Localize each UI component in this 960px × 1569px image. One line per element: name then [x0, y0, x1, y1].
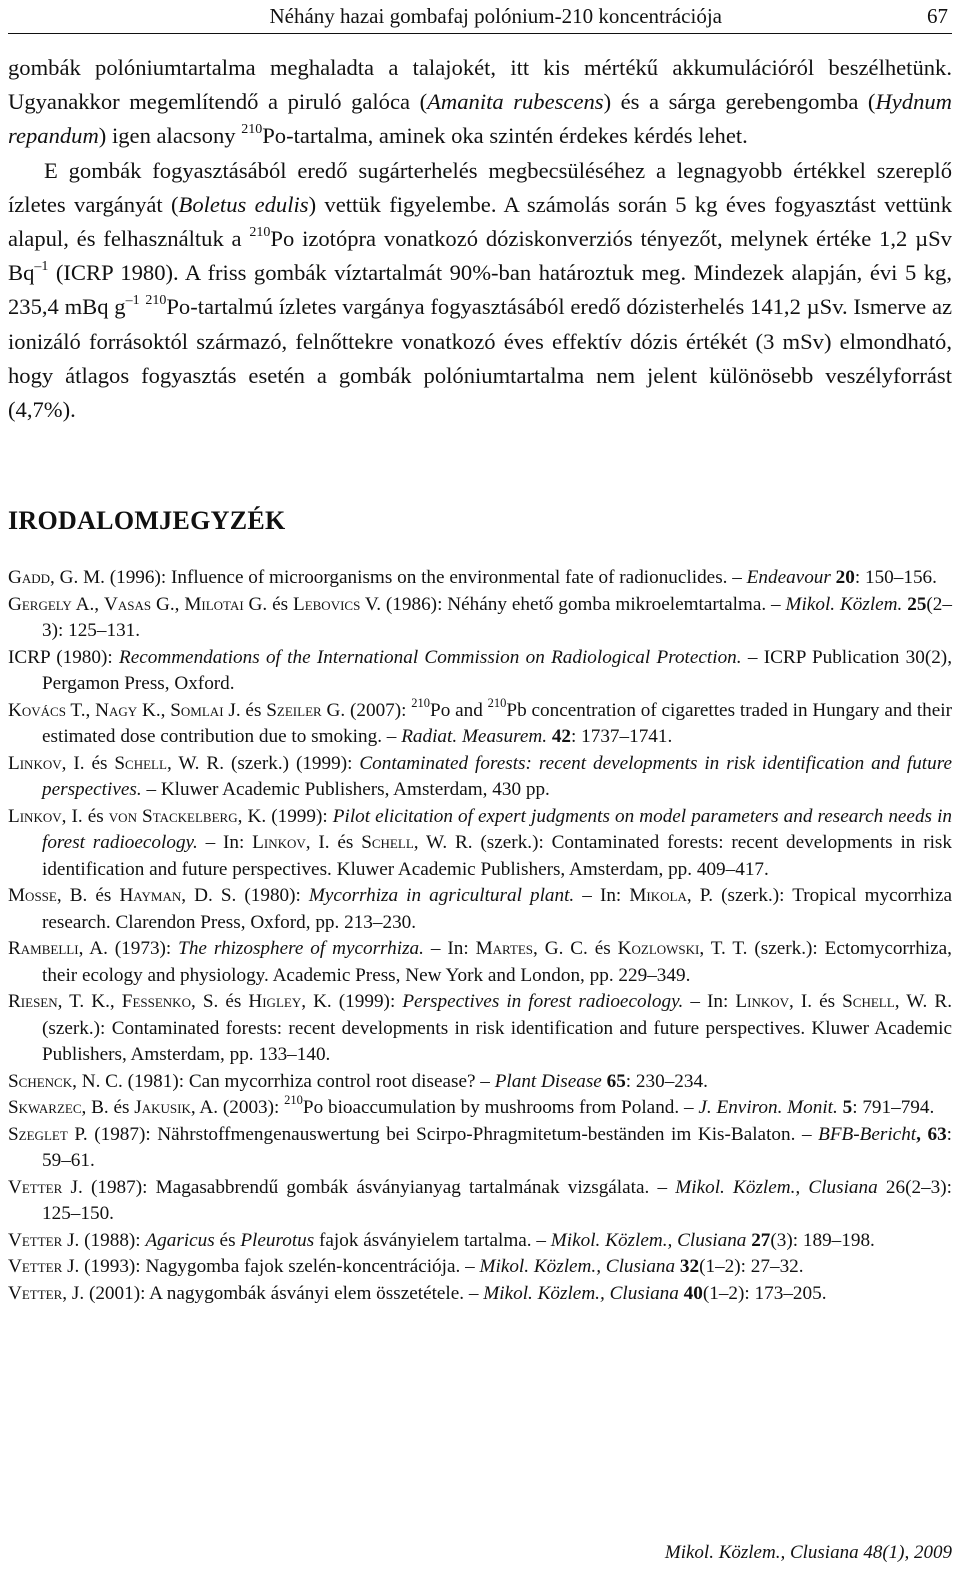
author: Hayman: [119, 885, 182, 906]
author: Jakusik: [134, 1097, 191, 1118]
taxon-name: Hydnum repandum: [8, 89, 952, 149]
author: , S. és: [190, 991, 249, 1012]
author: Kozlowski: [617, 938, 700, 959]
title: Perspectives in forest radioecology.: [402, 991, 684, 1012]
reference-item: [8, 565, 952, 592]
volume: 25: [902, 593, 927, 615]
reference-item: [8, 883, 952, 936]
volume: 5: [837, 1097, 853, 1118]
reference-item: [8, 1281, 952, 1308]
reference-item: [8, 751, 952, 804]
journal: Endeavour: [746, 567, 831, 588]
author: , B. és: [81, 1097, 135, 1118]
reference-item: [8, 695, 953, 751]
reference-item: [8, 1069, 952, 1096]
text: Po and: [430, 699, 488, 721]
author: Rambelli: [8, 938, 79, 959]
volume: 42: [547, 726, 572, 747]
reference-item: [8, 1095, 952, 1122]
reference-item: [8, 592, 952, 645]
text: ) vettük figyelembe. A számolás során 5 kg éves fogyasztást vettünk alapul, és felhasználtuk a: [8, 191, 952, 252]
text: (1996): Influence of microorganisms on the environmental fate of radionuclides. –: [104, 567, 747, 588]
isotope-superscript: 210: [487, 695, 507, 710]
text: Po izotópra vonatkozó dóziskonverziós tényezőt, melynek értéke 1,2 µSv Bq: [8, 226, 952, 286]
isotope-superscript: 210: [145, 293, 167, 309]
author: Linkov: [252, 832, 306, 853]
text: ) igen alacsony: [98, 123, 242, 149]
author: Higley: [248, 991, 302, 1012]
taxon-name: Boletus edulis: [178, 191, 309, 217]
text: gombák polóniumtartalma meghaladta a talajokét, itt kis mértékű akkumulációról beszélhetünk. Ugyanakkor megemlítendő a piruló galóca (: [8, 55, 952, 115]
pages: (3): 189–198.: [770, 1229, 875, 1251]
author: Schell: [361, 832, 414, 853]
journal: Radiat. Measurem.: [401, 726, 548, 747]
author: Vetter: [8, 1282, 63, 1304]
text: – ICRP Publication 30(2), Pergamon Press, Oxford.: [42, 646, 952, 694]
title: Recommendations of the International Commission on Radiological Protection.: [119, 646, 742, 668]
text: E gombák fogyasztásából eredő sugárterhelés megbecsüléséhez a legnagyobb értékkel szereplő ízletes vargányát (: [8, 157, 952, 217]
text: (1987): Magasabbrendű gombák ásványianyag tartalmának vizsgálata. –: [82, 1176, 676, 1198]
author: , A.: [78, 938, 108, 959]
text: Pb concentration of cigarettes traded in Hungary and their estimated dose contribution due to smoking. –: [42, 699, 953, 747]
reference-item: [8, 1228, 952, 1255]
reference-item: [8, 1122, 952, 1175]
author: , J.: [62, 1282, 85, 1304]
author: Lebovics: [292, 593, 361, 615]
reference-item: [8, 1175, 952, 1228]
text: Po-tartalma, aminek oka szintén érdekes kérdés lehet.: [262, 123, 748, 149]
author: , K.: [237, 805, 267, 827]
text: (1973):: [107, 938, 179, 959]
author: , G. M.: [50, 567, 105, 588]
text: – Kluwer Academic Publishers, Amsterdam, 430 pp.: [141, 779, 550, 800]
author: Gadd: [8, 567, 51, 588]
journal: Mikol. Közlem.: [785, 593, 903, 615]
volume: 32: [675, 1256, 700, 1277]
pages: : 791–794.: [852, 1097, 935, 1118]
author: Milotai: [184, 593, 244, 615]
pages: : 150–156.: [854, 567, 937, 588]
author: , W. R. (szerk.): [166, 752, 290, 774]
reference-item: [8, 989, 952, 1069]
taxon-name: Amanita rubescens: [427, 89, 604, 115]
author: , G. C. és: [533, 938, 618, 959]
text: (1993): Nagygomba fajok szelén-koncentrációja. –: [79, 1256, 480, 1277]
author: Vasas: [104, 593, 152, 615]
text: (2003):: [218, 1097, 285, 1118]
taxon-name: Pleurotus: [240, 1229, 315, 1251]
reference-item: [8, 804, 952, 884]
author: Fessenko: [121, 991, 191, 1012]
author: Vetter: [8, 1256, 63, 1277]
text: Po-tartalmú ízletes vargánya fogyasztásából eredő dózisterhelés 141,2 µSv. Ismerve az ionizáló forrásoktól származó, felnőttekre vonatkozó éves effektív dózis értékét (3 mSv) elmondható, hogy átlagos fogyasztás esetén a gombák polóniumtartalma nem jelent különösebb veszélyforrást (4,7%).: [8, 294, 953, 423]
text: ) és a sárga gerebengomba (: [603, 89, 876, 115]
author: G.,: [151, 593, 185, 615]
text: (1987): Nährstoffmengenauswertung bei Scirpo-Phragmitetum-beständen im Kis-Balaton. –: [87, 1123, 819, 1145]
author: Schell: [114, 752, 167, 774]
text: (2007):: [345, 699, 412, 721]
author: , I. és: [305, 832, 362, 853]
author: Linkov: [8, 752, 62, 774]
journal: Mikol. Közlem., Clusiana: [550, 1229, 747, 1251]
author: K.,: [137, 699, 171, 721]
pages: : 230–234.: [625, 1070, 708, 1092]
text: (1988):: [79, 1229, 146, 1251]
isotope-superscript: 210: [284, 1093, 303, 1107]
text: és: [214, 1229, 241, 1251]
author: Kovács: [8, 699, 66, 721]
author: Mosse: [8, 885, 57, 906]
author: Riesen: [8, 991, 58, 1012]
author: Vetter: [8, 1176, 63, 1198]
journal: J. Environ. Monit.: [698, 1097, 838, 1118]
author: J.: [62, 1176, 83, 1198]
author: Szeglet: [8, 1123, 68, 1145]
running-header: [8, 2, 952, 30]
pages: (1–2): 173–205.: [702, 1282, 827, 1304]
journal-footer: Mikol. Közlem., Clusiana 48(1), 2009: [664, 1542, 952, 1563]
volume: 27: [746, 1229, 771, 1251]
author: , D. S.: [181, 885, 237, 906]
volume: , 63: [916, 1123, 947, 1145]
author: , B. és: [56, 885, 120, 906]
author: Linkov: [8, 805, 62, 827]
author: von Stackelberg: [108, 805, 238, 827]
text: (1999):: [266, 805, 333, 827]
author: Linkov: [735, 991, 790, 1012]
title: Contaminated forests: recent developments in risk identification and future perspectives.: [42, 752, 953, 800]
isotope-superscript: 210: [241, 122, 263, 138]
title: Pilot elicitation of expert judgments on model parameters and research needs in forest radioecology.: [42, 805, 952, 853]
exponent-superscript: –1: [125, 293, 140, 309]
author: , N. C.: [72, 1070, 123, 1092]
paragraph-1: [8, 51, 952, 154]
paragraph-2: [8, 154, 952, 428]
references-heading: IRODALOMJEGYZÉK: [8, 506, 286, 535]
author: A.,: [71, 593, 104, 615]
author: T.,: [65, 699, 96, 721]
text: (ICRP 1980). A friss gombák víztartalmát 90%-ban határoztuk meg. Mindezek alapján, évi 5 kg, 235,4 mBq g: [8, 260, 952, 320]
text: (2001): A nagygombák ásványi elem összetétele. –: [84, 1282, 484, 1304]
journal: Plant Disease: [494, 1070, 602, 1092]
title: Mycorrhiza in agricultural plant.: [308, 885, 575, 906]
running-title: Néhány hazai gombafaj polónium-210 koncentrációja: [269, 4, 722, 28]
body-text: [8, 51, 952, 427]
volume: 65: [601, 1070, 626, 1092]
author: Skwarzec: [8, 1097, 82, 1118]
author: , A.: [190, 1097, 219, 1118]
author: Vetter: [8, 1229, 63, 1251]
reference-item: [8, 645, 952, 698]
author: J.: [62, 1256, 80, 1277]
journal: Mikol. Közlem., Clusiana: [483, 1282, 679, 1304]
text: ICRP (1980):: [8, 646, 119, 668]
author: Szeiler: [266, 699, 322, 721]
pages: : 59–61.: [42, 1123, 953, 1171]
text: – In:: [197, 832, 253, 853]
author: Schell: [842, 991, 895, 1012]
page-number: 67: [927, 4, 948, 28]
journal: BFB-Bericht: [818, 1123, 917, 1145]
author: Gergely: [8, 593, 72, 615]
pages: (2–3): 125–131.: [42, 593, 952, 641]
isotope-superscript: 210: [411, 695, 431, 710]
volume: 40: [678, 1282, 703, 1304]
author: V.: [360, 593, 382, 615]
journal: Mikol. Közlem., Clusiana: [479, 1256, 676, 1277]
text: (1986): Néhány ehető gomba mikroelemtartalma. –: [381, 593, 786, 615]
author: , I. és: [61, 805, 109, 827]
text: – In:: [683, 991, 736, 1012]
author: , T. K.,: [57, 991, 122, 1012]
author: J.: [62, 1229, 80, 1251]
text: – In:: [423, 938, 476, 959]
author: J. és: [223, 699, 267, 721]
reference-list: [8, 565, 952, 1307]
author: , W. R. (szerk.): Contaminated forests: recent developments in risk identification and future perspectives. Kluwer Academic Publishers, Amsterdam, pp. 409–417.: [42, 832, 952, 880]
author: G. és: [243, 593, 293, 615]
author: P.: [67, 1123, 88, 1145]
journal: Mikol. Közlem., Clusiana: [675, 1176, 878, 1198]
pages: 26(2–3): 125–150.: [42, 1176, 952, 1224]
text: fajok ásványielem tartalma. –: [314, 1229, 551, 1251]
author: , P. (szerk.): Tropical mycorrhiza research. Clarendon Press, Oxford, pp. 213–230.: [42, 885, 952, 933]
exponent-superscript: –1: [34, 259, 49, 275]
author: Martes: [475, 938, 534, 959]
reference-item: [8, 936, 952, 989]
author: G.: [321, 699, 346, 721]
author: Mikola: [629, 885, 687, 906]
reference-item: [8, 1254, 952, 1281]
text: (1999):: [331, 991, 403, 1012]
text: Po bioaccumulation by mushrooms from Poland. –: [302, 1097, 699, 1118]
text: – In:: [574, 885, 630, 906]
taxon-name: Agaricus: [145, 1229, 215, 1251]
author: Schenck: [8, 1070, 73, 1092]
author: , W. R. (szerk.): Contaminated forests: recent developments in risk identification and future perspectives. Kluwer Academic Publishers, Amsterdam, pp. 133–140.: [42, 991, 952, 1065]
author: Nagy: [95, 699, 138, 721]
author: Somlai: [170, 699, 224, 721]
author: , T. T. (szerk.): Ectomycorrhiza, their ecology and physiology. Academic Press, New York and London, pp. 229–349.: [42, 938, 952, 986]
pages: : 1737–1741.: [571, 726, 673, 747]
author: , K.: [301, 991, 332, 1012]
isotope-superscript: 210: [249, 225, 271, 241]
text: (1981): Can mycorrhiza control root disease? –: [122, 1070, 495, 1092]
text: (1999):: [289, 752, 360, 774]
author: , I. és: [61, 752, 115, 774]
title: The rhizosphere of mycorrhiza.: [178, 938, 424, 959]
volume: 20: [830, 567, 855, 588]
header-rule: [8, 33, 952, 34]
text: (1980):: [236, 885, 309, 906]
pages: (1–2): 27–32.: [699, 1256, 804, 1277]
author: , I. és: [789, 991, 843, 1012]
